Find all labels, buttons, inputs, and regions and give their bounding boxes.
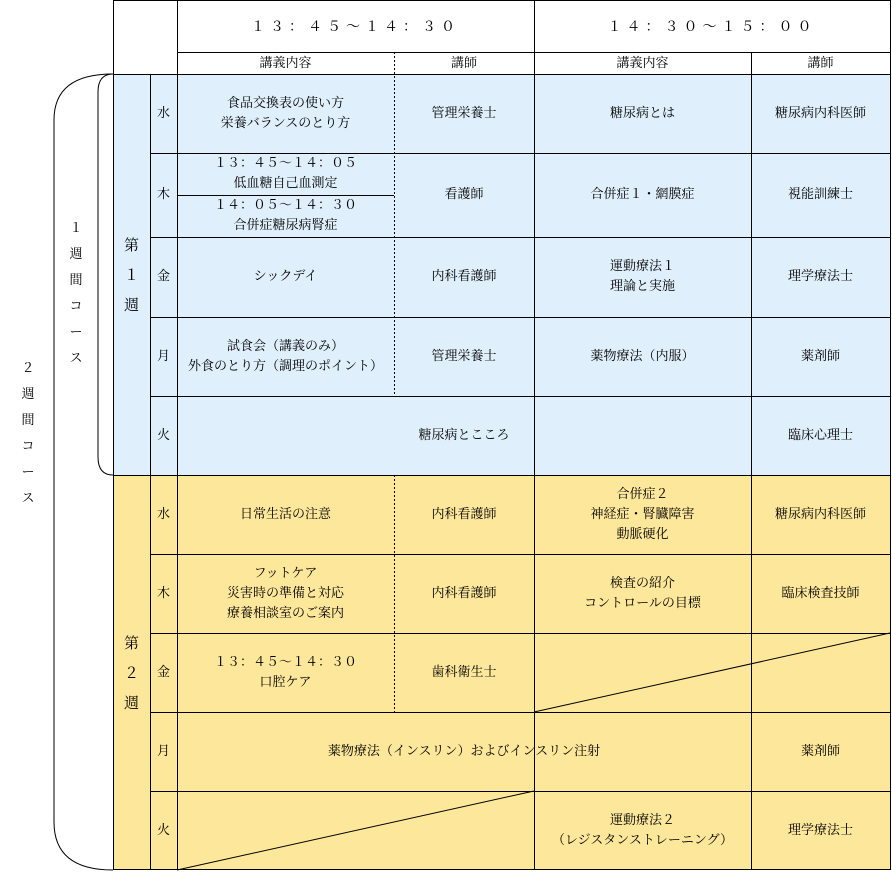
day-label: 木 [156, 187, 170, 202]
day-label: 金 [156, 269, 170, 284]
lecturer: 内科看護師 [431, 585, 497, 601]
lecturer: 内科看護師 [431, 506, 497, 522]
lecturer: 看護師 [444, 187, 484, 202]
lecture-content: フットケア 災害時の準備と対応 療養相談室のご案内 [226, 565, 344, 621]
day-label: 水 [156, 506, 170, 522]
lecturer: 理学療法士 [787, 269, 853, 284]
lecturer: 薬剤師 [800, 743, 840, 759]
lecture-content: １３：４５〜１４：０５ 低血糖自己血測定 [213, 156, 357, 191]
day-label: 月 [156, 743, 170, 759]
lecturer: 臨床検査技師 [781, 585, 860, 601]
day-label: 火 [156, 822, 170, 838]
lecturer: 歯科衛生士 [431, 664, 497, 680]
two-week-course-label: ２ 週 間 コ ー ス [21, 361, 35, 506]
lecturer: 糖尿病内科医師 [774, 506, 866, 522]
lecturer: 理学療法士 [787, 822, 853, 838]
lecturer: 糖尿病内科医師 [774, 105, 866, 121]
day-label: 木 [156, 585, 170, 601]
lecturer: 管理栄養士 [431, 348, 497, 364]
lecturer: 視能訓練士 [787, 187, 853, 202]
lecturer: 管理栄養士 [431, 105, 497, 121]
time-slot-1-header: １３：４５〜１４：３０ [251, 18, 460, 35]
lecture-content: １４：０５〜１４：３０ 合併症糖尿病腎症 [213, 198, 357, 233]
lecture-content: 日常生活の注意 [239, 506, 331, 522]
lecture-content: シックデイ [253, 269, 318, 284]
one-week-course-label: １ 週 間 コ ー ス [69, 221, 83, 366]
lecture-content: 合併症１・網膜症 [590, 187, 695, 202]
lecture-content: 薬物療法（内服） [590, 348, 695, 364]
lecture-content: 検査の紹介 コントロールの目標 [584, 575, 701, 611]
slot2-content-header: 講義内容 [616, 55, 669, 71]
week1-label: 第 １ 週 [123, 235, 139, 314]
lecture-content-span: 薬物療法（インスリン）およびインスリン注射 [327, 743, 601, 759]
lecturer: 臨床心理士 [787, 427, 853, 443]
week2-label: 第 ２ 週 [123, 633, 139, 712]
lecturer: 薬剤師 [800, 348, 840, 364]
lecture-content: 試食会（講義のみ） 外食のとり方（調理のポイント） [187, 338, 383, 374]
slot1-content-header: 講義内容 [259, 55, 312, 71]
lecture-content: 食品交換表の使い方 栄養バランスのとり方 [220, 95, 351, 131]
lecture-content-span: 糖尿病とこころ [418, 427, 510, 443]
lecture-content: 運動療法２ （レジスタンストレーニング） [551, 812, 734, 848]
lecture-content: 糖尿病とは [609, 105, 675, 121]
slot1-lecturer-header: 講師 [450, 55, 477, 71]
lecturer: 内科看護師 [431, 269, 497, 284]
day-label: 水 [156, 105, 170, 121]
day-label: 金 [156, 664, 170, 680]
lecture-content: 合併症２ 神経症・腎臓障害 動脈硬化 [590, 486, 695, 542]
slot2-lecturer-header: 講師 [807, 55, 834, 71]
lecture-content: １３：４５〜１４：３０ 口腔ケア [213, 654, 357, 690]
day-label: 火 [156, 427, 170, 443]
time-slot-2-header: １４：３０〜１５：００ [607, 18, 817, 35]
day-label: 月 [156, 348, 170, 364]
lecture-content: 運動療法１ 理論と実施 [609, 259, 675, 294]
